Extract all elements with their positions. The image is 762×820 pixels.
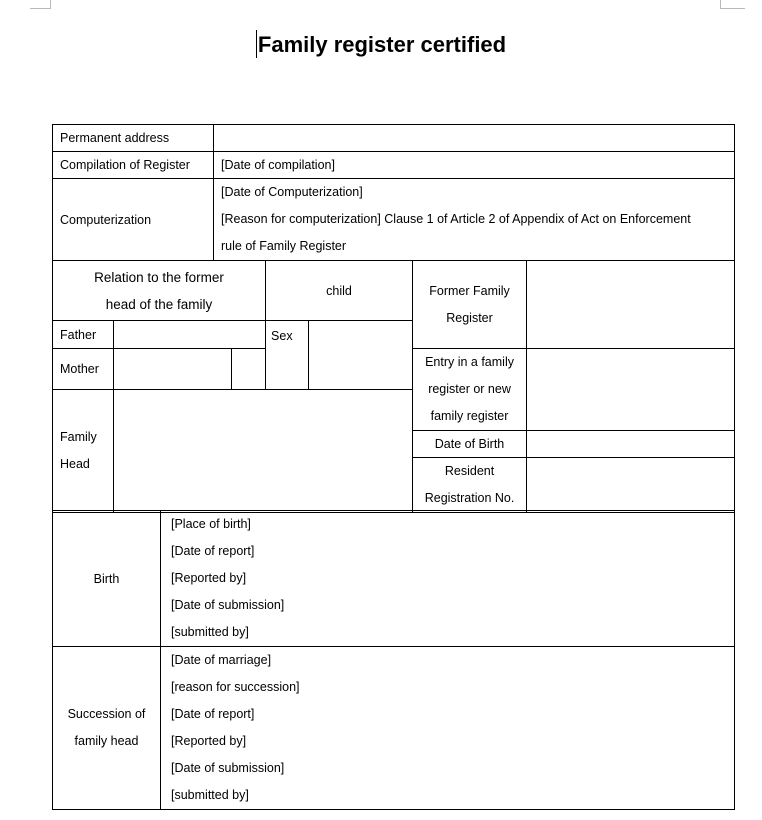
relation-label-line: Relation to the former [94,269,224,285]
resident-label-line: Registration No. [424,491,515,505]
succession-line: [Reported by] [171,734,247,748]
relation-value: child [266,261,413,321]
resident-label [413,458,527,513]
former-register-value [527,261,735,349]
family-head-label-line: Family [60,430,97,444]
dob-label: Date of Birth [413,431,527,458]
succession-line: [Date of report] [171,707,255,721]
entry-label-line: family register [430,409,509,423]
former-register-label [413,261,527,349]
succession-line: [submitted by] [171,788,249,802]
sex-label: Sex [266,321,309,390]
birth-line: [Date of report] [171,544,255,558]
sex-value [309,321,413,390]
computerization-line: [Date of Computerization] [221,185,363,199]
text-cursor [256,30,257,58]
family-head-label [53,390,114,513]
succession-line: [Date of marriage] [171,653,272,667]
computerization-line: [Reason for computerization] Clause 1 of Article 2 of Appendix of Act on Enforcement [221,212,691,226]
compilation-value: [Date of compilation] [214,152,735,179]
mother-label: Mother [53,349,114,390]
resident-label-line: Resident [444,464,495,478]
relation-label-line: head of the family [105,296,213,312]
family-head-label-line: Head [60,457,90,471]
page-corner-left [30,0,51,9]
former-register-label-line: Former Family [429,283,510,298]
document-title [0,30,762,58]
entry-label [413,349,527,431]
entry-label-line: Entry in a family [425,355,514,369]
events-table [52,510,735,810]
entry-value [527,349,735,431]
compilation-label: Compilation of Register [53,152,214,179]
succession-label-line: family head [74,734,139,748]
computerization-line: rule of Family Register [221,239,347,253]
succession-label-line: Succession of [67,707,146,721]
family-origin-value [232,349,266,390]
resident-value [527,458,735,513]
succession-line: [Date of submission] [171,761,285,775]
computerization-label: Computerization [53,179,214,261]
birth-line: [Reported by] [171,571,247,585]
birth-line: [Date of submission] [171,598,285,612]
birth-details [161,511,735,647]
page-corner-right [720,0,745,9]
relation-label [53,261,266,321]
dob-value [527,431,735,458]
computerization-value [214,179,735,261]
entry-label-line: register or new [428,382,511,396]
document-title-text: Family register certified [257,32,507,57]
register-info-table [52,124,735,261]
person-table [52,260,735,513]
succession-details [161,647,735,810]
permanent-address-label: Permanent address [53,125,214,152]
birth-line: [Place of birth] [171,517,251,531]
father-value [114,321,266,349]
family-head-value [114,390,413,513]
birth-line: [submitted by] [171,625,249,639]
permanent-address-value [214,125,735,152]
former-register-label-line: Register [446,310,493,325]
succession-label [53,647,161,810]
father-label: Father [53,321,114,349]
mother-value [114,349,232,390]
succession-line: [reason for succession] [171,680,300,694]
birth-label: Birth [53,511,161,647]
